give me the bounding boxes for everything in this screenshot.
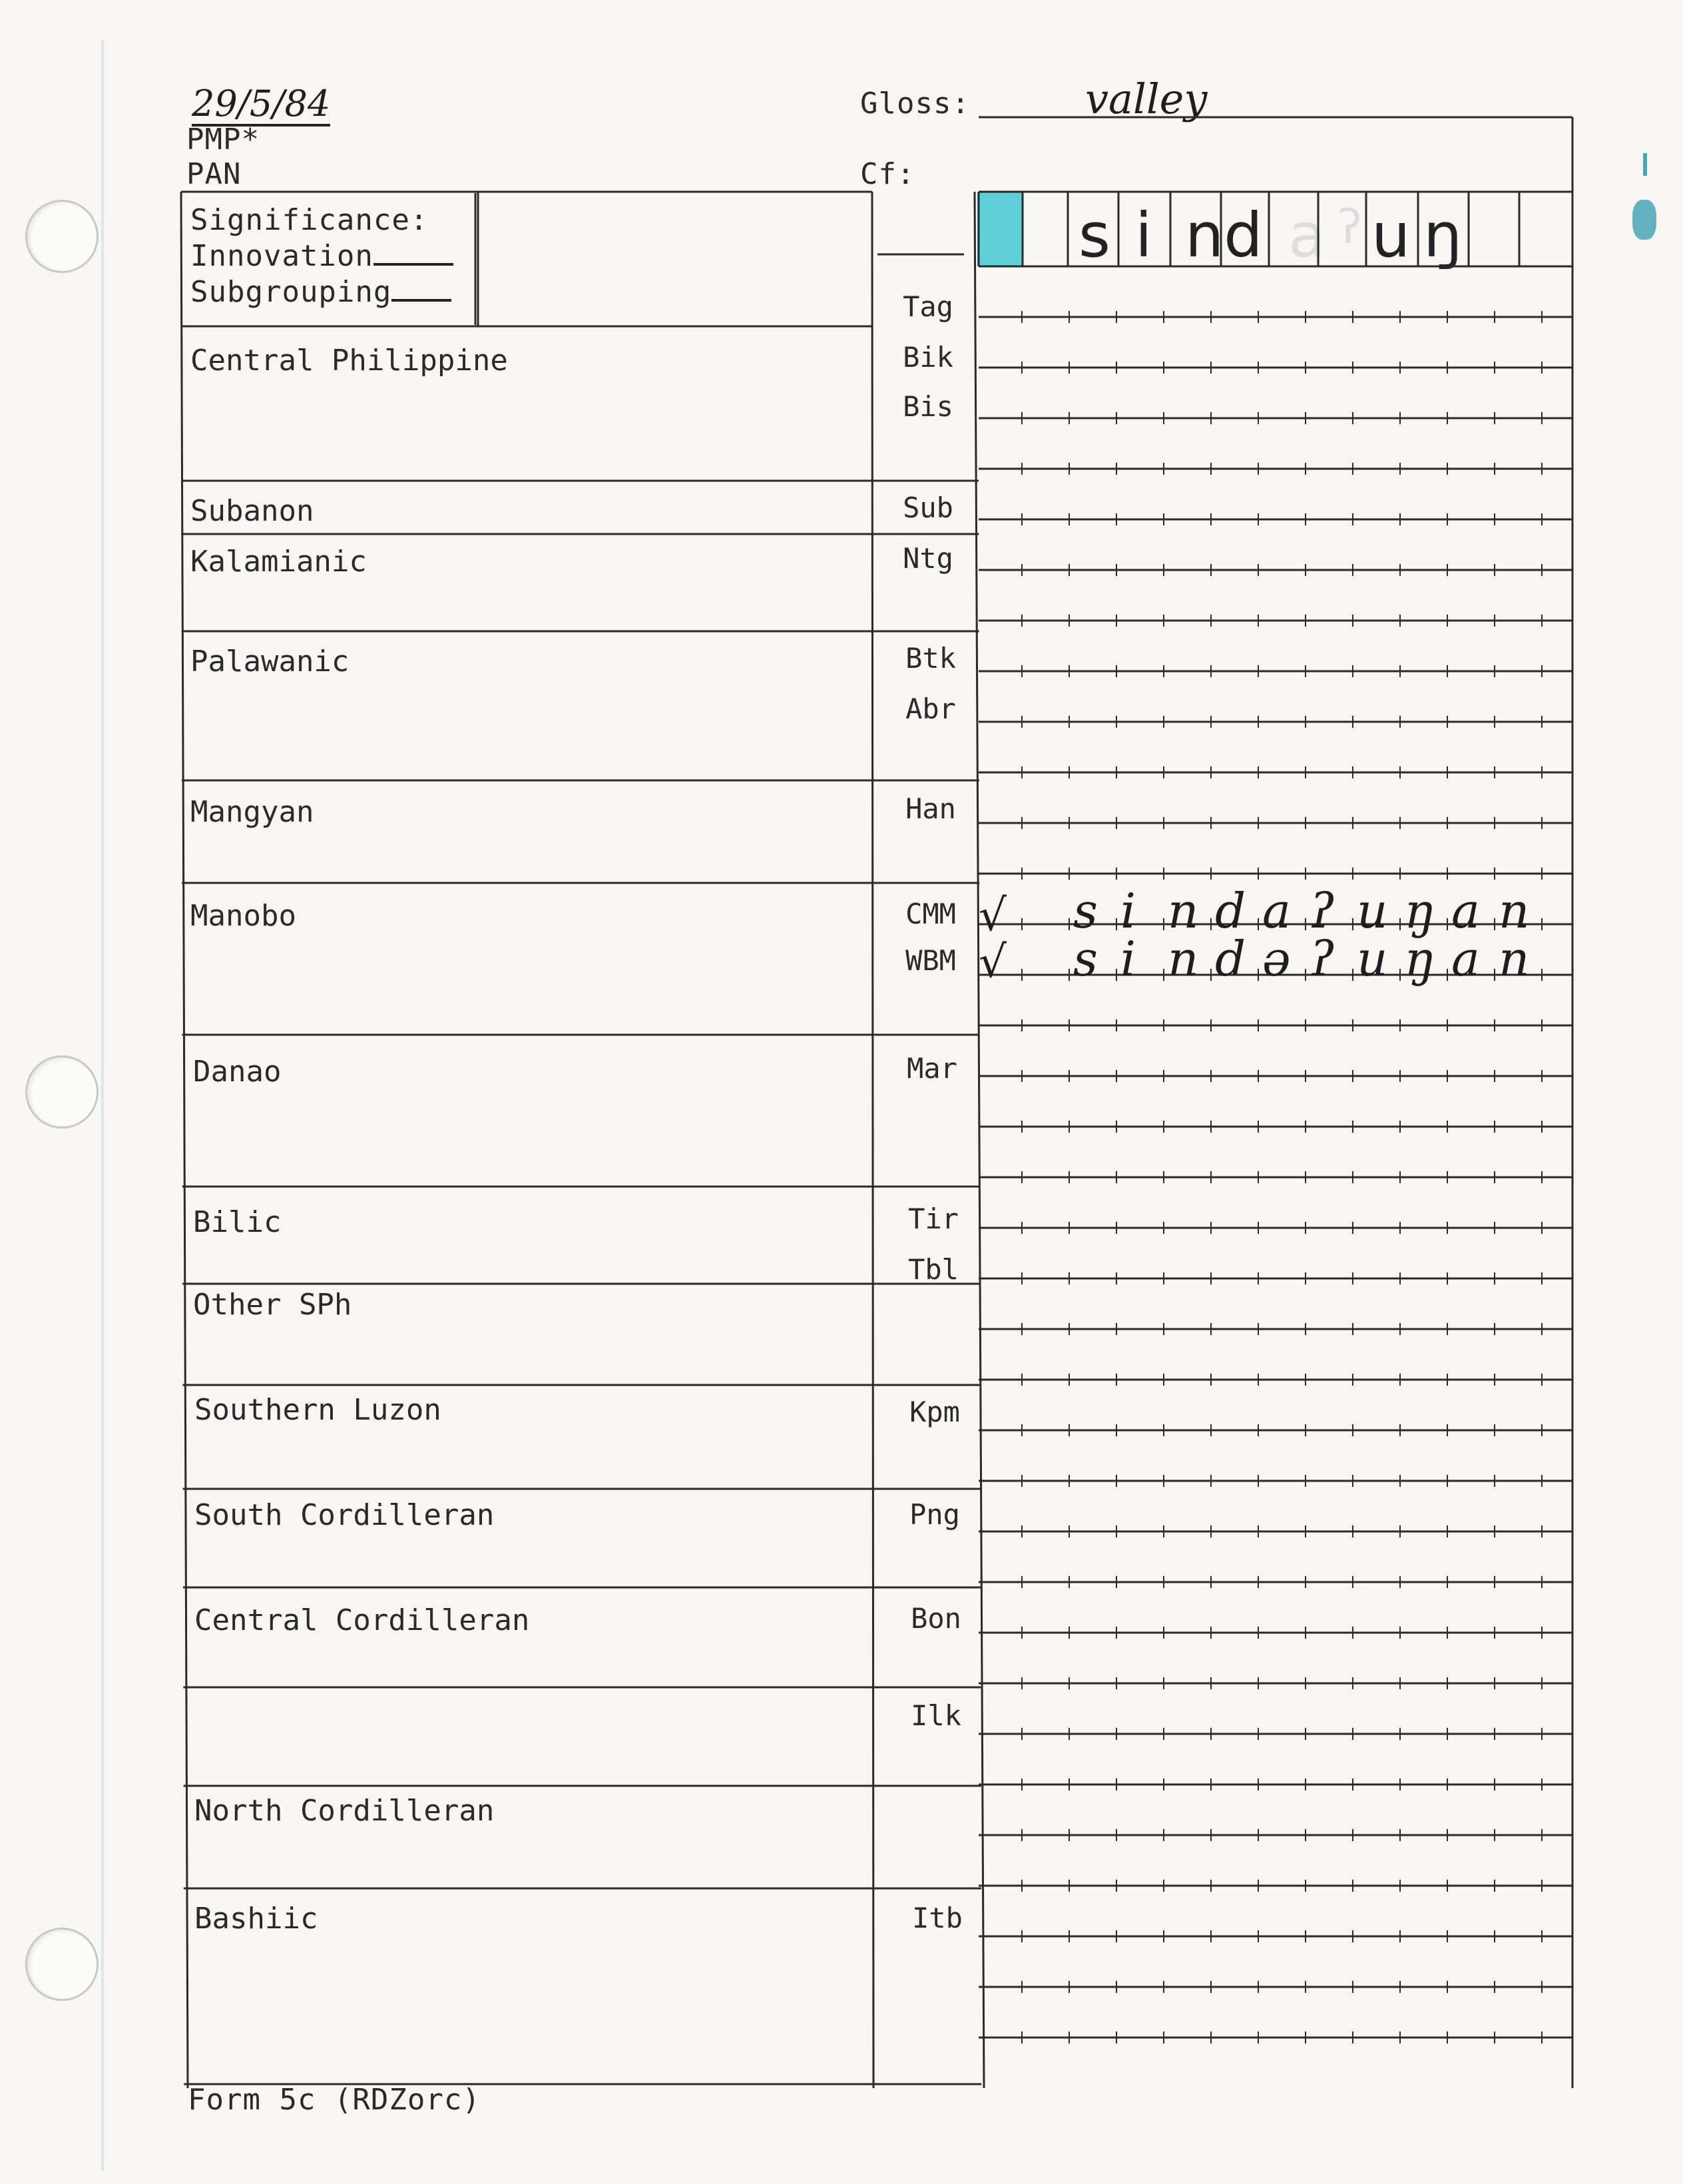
section-palawanic: Palawanic [190,645,350,679]
top-form-nd: nd [1185,200,1263,271]
abbr-han: Han [905,792,956,825]
abbr-ntg: Ntg [903,542,953,575]
gloss-value: valley [1085,75,1208,123]
cmm-letters-letter: d [1215,883,1246,939]
wbm-letters-letter: a [1451,931,1480,987]
pmp-label: PMP* [186,123,260,156]
gloss-label: Gloss: [860,87,970,121]
abbr-abr: Abr [905,692,956,725]
top-form-i: i [1135,200,1152,271]
subgrouping-label: Subgrouping [190,274,453,310]
abbr-ilk: Ilk [911,1699,961,1732]
cmm-letters-letter: a [1451,883,1480,939]
cmm-letters-letter: n [1168,883,1199,939]
section-southern-luzon: Southern Luzon [194,1393,441,1427]
abbr-wbm: WBM [905,944,956,977]
cmm-letters-letter: s [1073,883,1098,939]
cmm-letters-letter: u [1357,883,1388,939]
abbr-cmm: CMM [905,898,956,930]
wbm-letters-letter: u [1357,931,1388,987]
abbr-kpm: Kpm [909,1396,960,1428]
cmm-letters-letter: a [1262,883,1291,939]
abbr-col-right [975,192,984,2088]
section-manobo: Manobo [190,899,296,933]
section-bilic: Bilic [193,1205,282,1239]
wbm-letters-letter: ŋ [1404,931,1435,987]
top-form-ng: ŋ [1423,200,1463,271]
top-form-s: s [1079,200,1110,271]
wbm-letters-letter: d [1215,931,1246,987]
wbm-letters-letter: ʔ [1310,931,1335,987]
section-south-cordilleran: South Cordilleran [194,1498,495,1532]
date: 29/5/84 [192,84,330,127]
wbm-letters-letter: s [1073,931,1098,987]
abbr-sub: Sub [903,491,953,524]
top-form-a: a [1288,200,1326,271]
wbm-letters-letter: ə [1262,931,1291,987]
significance-title: Significance: [190,203,429,237]
abbr-itb: Itb [912,1902,963,1934]
section-central-philippine: Central Philippine [190,344,508,378]
section-north-cordilleran: North Cordilleran [194,1794,495,1828]
abbr-bon: Bon [911,1602,961,1635]
wbm-letters-letter: i [1120,931,1136,987]
cmm-letters-letter: ŋ [1404,883,1435,939]
abbr-tag: Tag [903,290,953,323]
abbr-tir: Tir [908,1203,959,1235]
pan-label: PAN [186,157,242,191]
top-form-u: u [1371,200,1411,271]
wbm-letters-letter: n [1168,931,1199,987]
wbm-letters-letter: n [1499,931,1530,987]
cmm-letters-letter: ʔ [1310,883,1335,939]
abbr-tbl: Tbl [908,1253,959,1286]
left-border [181,192,188,2088]
innovation-label: Innovation [190,238,453,274]
section-danao: Danao [193,1055,282,1089]
section-central-cordilleran: Central Cordilleran [194,1603,530,1637]
abbr-btk: Btk [905,642,956,675]
section-kalamianic: Kalamianic [190,545,367,579]
abbr-bis: Bis [903,390,953,423]
section-mangyan: Mangyan [190,795,314,829]
section-subanon: Subanon [190,494,314,528]
wbm-check: √ [979,936,1007,987]
abbr-mar: Mar [907,1052,957,1085]
abbr-col-left [872,192,873,2088]
abbr-bik: Bik [903,341,953,374]
abbr-png: Png [909,1498,960,1531]
form-footer: Form 5c (RDZorc) [188,2083,481,2117]
cmm-letters-letter: i [1120,883,1136,939]
cmm-check: √ [979,890,1007,941]
top-form-glottal: ʔ [1338,200,1362,254]
section-bashiic: Bashiic [194,1902,318,1936]
section-other-sph: Other SPh [193,1288,352,1322]
cf-label: Cf: [860,157,915,191]
cmm-letters-letter: n [1499,883,1530,939]
